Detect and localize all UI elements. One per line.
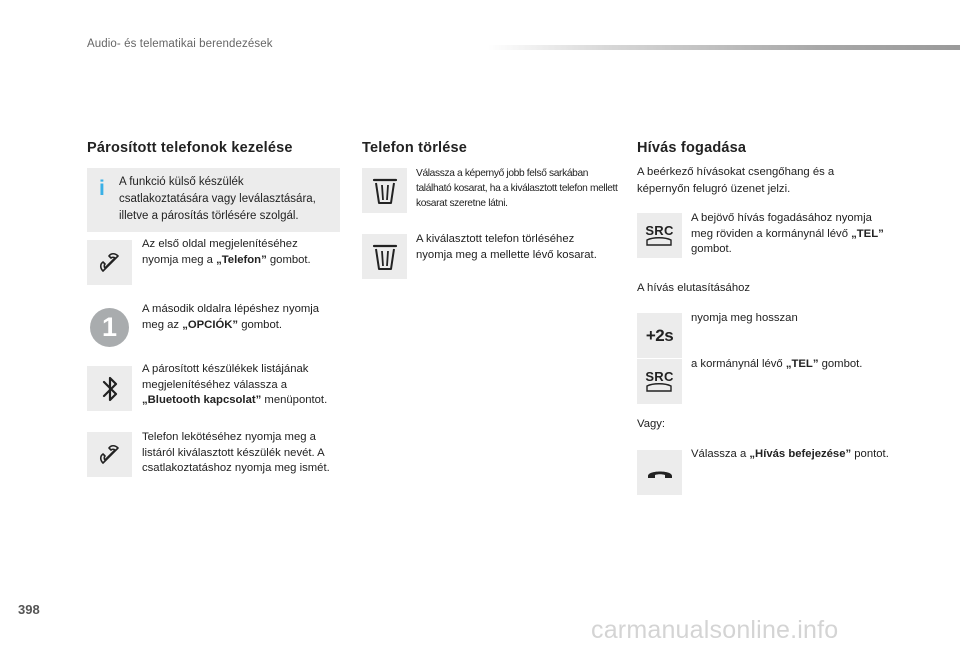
src-label: SRC [645,369,674,384]
section-title-paired-phones: Párosított telefonok kezelése [87,140,293,156]
paired-step-2: A második oldalra lépéshez nyomja meg az „OPCIÓK” gombot. [142,303,320,331]
section-title-answer-call: Hívás fogadása [637,140,747,156]
paired-step-3: A párosított készülékek listájának megjelenítéséhez válassza a „Bluetooth kapcsolat” menüpontot. [142,363,328,406]
end-call-text: Válassza a „Hívás befejezése” pontot. [691,448,889,460]
info-box [87,168,340,232]
trash-icon [362,168,407,213]
watermark: carmanualsonline.info [591,616,839,644]
section-title-delete-phone: Telefon törlése [362,140,468,156]
bluetooth-icon [87,366,132,411]
answer-intro: A beérkező hívásokat csengőhang és a képernyőn felugró üzenet jelzi. [637,166,835,195]
step-1-badge: 1 [90,308,129,347]
hold-text: nyomja meg hosszan [691,312,798,324]
reject-heading: A hívás elutasításához [637,282,751,294]
hold-2s-icon [637,313,682,358]
trash-icon [362,234,407,279]
paired-step-1: Az első oldal megjelenítéséhez nyomja meg a „Telefon” gombot. [142,238,311,266]
delete-step-2: A kiválasztott telefon törléséhez nyomja meg a mellette lévő kosarat. [416,233,597,261]
hold-2s-label: +2s [645,325,674,345]
delete-step-1: Válassza a képernyő jobb felső sarkában található kosarat, ha a kiválasztott telefon mellett kosarat szeretne látni. [416,168,618,209]
or-label: Vagy: [637,418,666,430]
info-icon: i [99,177,105,200]
header-divider-bar [488,45,960,50]
step-number-badge [87,305,132,350]
src-label: SRC [645,223,674,238]
src-button-icon [637,213,682,258]
steering-text: a kormánynál lévő „TEL” gombot. [691,358,863,370]
src-button-icon [637,359,682,404]
header-title: Audio- és telematikai berendezések [87,38,273,50]
accept-call-text: A bejövő hívás fogadásához nyomja meg röviden a kormánynál lévő „TEL” gombot. [691,212,884,255]
phone-handset-icon [87,240,132,285]
phone-handset-icon [87,432,132,477]
hang-up-icon [637,450,682,495]
paired-step-4: Telefon lekötéséhez nyomja meg a listáról kiválasztott készülék nevét. A csatlakoztatáshoz nyomja meg ismét. [142,431,330,474]
info-text: A funkció külső készülék csatlakoztatására vagy leválasztására, illetve a párosítás törlésére szolgál. [119,176,316,222]
page-number: 398 [18,602,40,617]
